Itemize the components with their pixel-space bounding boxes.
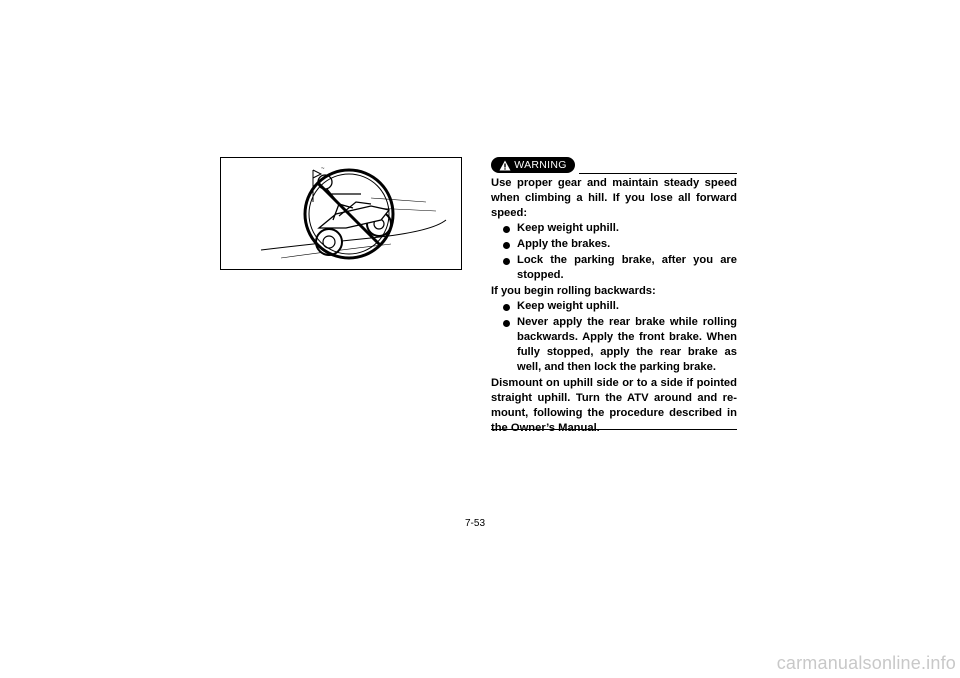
list-item: Keep weight uphill.: [491, 299, 737, 314]
warning-bottom-rule: [491, 429, 737, 430]
list-item: Never apply the rear brake while rolling backwards. Apply the front brake. When fully stopped, apply the rear brake as well, and then lock the parking brake.: [491, 315, 737, 375]
warning-intro: Use proper gear and maintain steady speed when climbing a hill. If you lose all forward speed:: [491, 177, 737, 219]
bullet-icon: [503, 258, 510, 265]
bullet-icon: [503, 304, 510, 311]
atv-uphill-prohibited-illustration: [221, 158, 462, 270]
warning-label: WARNING: [514, 159, 567, 171]
list-item: Keep weight uphill.: [491, 221, 737, 236]
svg-text:~: ~: [321, 166, 325, 172]
warning-badge: [491, 157, 575, 173]
warning-body: [491, 176, 737, 436]
bullet-icon: [503, 226, 510, 233]
atv-illustration: [220, 157, 462, 270]
forward-speed-list: [491, 221, 737, 283]
rolling-backwards-list: [491, 299, 737, 375]
page-number: 7-53: [465, 518, 486, 529]
bullet-icon: [503, 320, 510, 327]
list-item: Lock the parking brake, after you are stopped.: [491, 253, 737, 283]
rolling-backwards-heading: If you begin rolling backwards:: [491, 285, 656, 297]
list-item: Apply the brakes.: [491, 237, 737, 252]
warning-triangle-icon: [499, 160, 511, 171]
warning-header: [491, 157, 737, 177]
bullet-icon: [503, 242, 510, 249]
warning-header-rule: [579, 173, 737, 174]
warning-closing: Dismount on uphill side or to a side if pointed straight uphill. Turn the ATV around and re-mount, following the procedure described in the Owner’s Manual.: [491, 377, 737, 434]
watermark: carmanualsonline.info: [776, 653, 956, 673]
